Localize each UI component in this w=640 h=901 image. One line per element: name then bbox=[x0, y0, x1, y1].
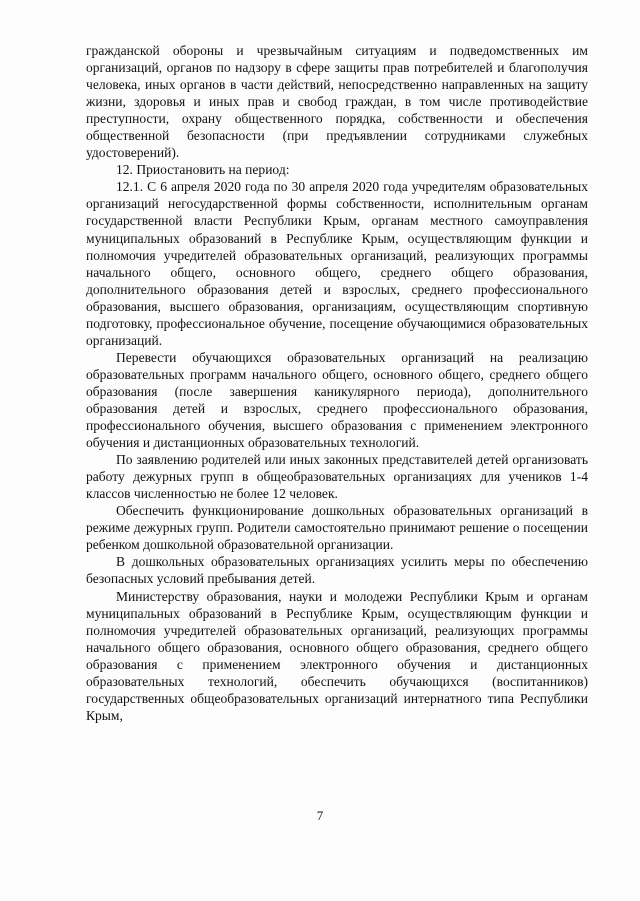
paragraph-preschool-duty: Обеспечить функционирование дошкольных образовательных организаций в режиме дежурных групп. Родители самостоятельно принимают решение о посещении ребенком дошкольной образовательной организации. bbox=[86, 503, 588, 553]
paragraph-preschool-safety: В дошкольных образовательных организациях усилить меры по обеспечению безопасных условий пребывания детей. bbox=[86, 554, 588, 587]
paragraph-transfer-students: Перевести обучающихся образовательных организаций на реализацию образовательных программ начального общего, основного общего, среднего общего образования (после завершения каникулярного периода), дополнительного образования детей и взрослых, среднего профессионального образования, профессионального обучения, высшего образования с применением электронного обучения и дистанционных образовательных технологий. bbox=[86, 349, 588, 451]
paragraph-item-12-1: 12.1. С 6 апреля 2020 года по 30 апреля 2020 года учредителям образовательных организаций негосударственной формы собственности, исполнительным органам государственной власти Республики Крым, органам местного самоуправления муниципальных образований в Республике Крым, осуществляющим функции и полномочия учредителей образовательных организаций, реализующих программы начального общего, основного общего, среднего общего образования, дополнительного образования детей и взрослых, среднего профессионального образования, высшего образования, организациям, осуществляющим спортивную подготовку, профессиональное обучение, посещение обучающимися образовательных организаций. bbox=[86, 179, 588, 348]
paragraph-continuation: гражданской обороны и чрезвычайным ситуациям и подведомственных им организаций, органов по надзору в сфере защиты прав потребителей и благополучия человека, иных органов в части действий, непосредственно направленных на защиту жизни, здоровья и иных прав и свобод граждан, в том числе противодействие преступности, охрану общественного порядка, собственности и обеспечения общественной безопасности (при предъявлении сотрудниками служебных удостоверений). bbox=[86, 43, 588, 161]
document-body bbox=[86, 42, 588, 724]
paragraph-duty-groups: По заявлению родителей или иных законных представителей детей организовать работу дежурных групп в общеобразовательных организациях для учеников 1-4 классов численностью не более 12 человек. bbox=[86, 452, 588, 502]
paragraph-ministry: Министерству образования, науки и молодежи Республики Крым и органам муниципальных образований в Республике Крым, осуществляющим функции и полномочия учредителей образовательных организаций, реализующих программы начального общего образования, основного общего образования, среднего общего образования с применением электронного обучения и дистанционных образовательных технологий, обеспечить обучающихся (воспитанников) государственных общеобразовательных организаций интернатного типа Республики Крым, bbox=[86, 588, 588, 723]
paragraph-item-12: 12. Приостановить на период: bbox=[116, 162, 290, 178]
page-number: 7 bbox=[316, 808, 324, 823]
